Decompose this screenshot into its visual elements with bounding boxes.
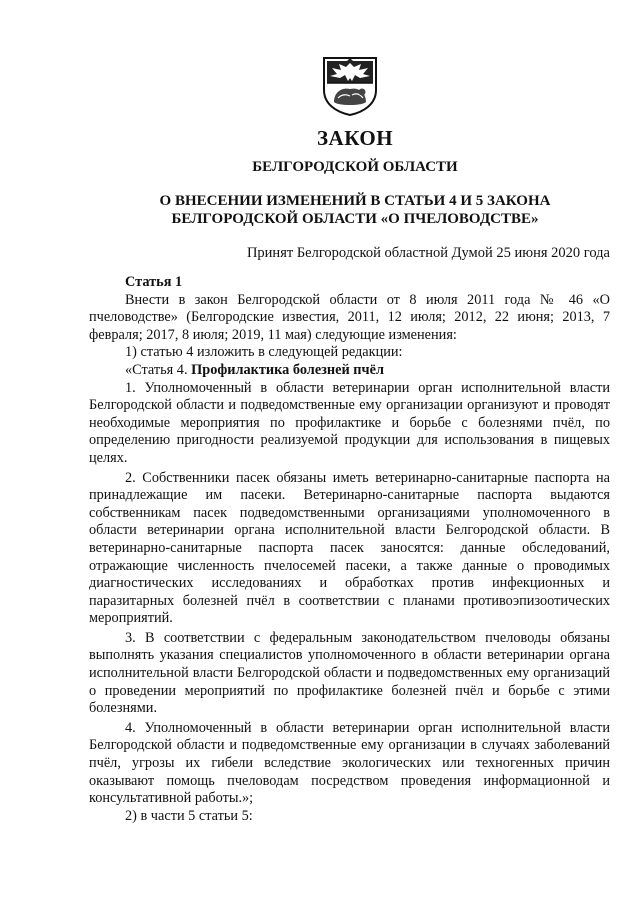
- document-type-title: ЗАКОН: [316, 126, 394, 150]
- intro-paragraph: Внести в закон Белгородской области от 8 июля 2011 года № 46 «О пчеловодстве» (Белгородские известия, 2011, 12 июля; 2012, 22 июня; 2013, 7 февраля; 2017, 8 июля; 2019, 11 мая) следующие изменения:: [89, 291, 610, 343]
- article-1-heading: Статья 1: [125, 274, 183, 290]
- document-body: [89, 274, 610, 825]
- adoption-note: Принят Белгородской областной Думой 25 июня 2020 года: [246, 245, 610, 261]
- item-2: 2) в части 5 статьи 5:: [125, 807, 253, 824]
- law-subject-line-2: БЕЛГОРОДСКОЙ ОБЛАСТИ «О ПЧЕЛОВОДСТВЕ»: [171, 211, 539, 227]
- item-1: 1) статью 4 изложить в следующей редакции:: [125, 344, 403, 361]
- law-subject-line-1: О ВНЕСЕНИИ ИЗМЕНЕНИЙ В СТАТЬИ 4 И 5 ЗАКОНА: [159, 193, 551, 209]
- article-4-title: Профилактика болезней пчёл: [191, 361, 384, 378]
- coat-of-arms-icon: [322, 56, 378, 116]
- paragraph-4: 4. Уполномоченный в области ветеринарии орган исполнительной власти Белгородской области и подведомственные ему организации в случаях заболеваний пчёл, угрозы их гибели вследствие экологических или техногенных причин оказывают помощь пчеловодам посредством проведения информационной и консультативной работы.»;: [89, 719, 610, 807]
- region-title: БЕЛГОРОДСКОЙ ОБЛАСТИ: [252, 159, 458, 175]
- article-4-heading: [89, 362, 610, 380]
- paragraph-3: 3. В соответствии с федеральным законодательством пчеловоды обязаны выполнять указания специалистов уполномоченного в области ветеринарии органа исполнительной власти Белгородской области и подведомственных ему организаций о проведении мероприятий по профилактике болезней пчёл и борьбе с этими болезнями.: [89, 629, 610, 717]
- paragraph-1: 1. Уполномоченный в области ветеринарии орган исполнительной власти Белгородской области и подведомственные ему организации организуют и проводят необходимые мероприятия по профилактике и борьбе с болезнями пчёл, по определению пригодности реализуемой продукции для использования в пищевых целях.: [89, 379, 610, 466]
- paragraph-2: 2. Собственники пасек обязаны иметь ветеринарно-санитарные паспорта на принадлежащие им пасеки. Ветеринарно-санитарные паспорта выдаются собственникам пасек подведомственными организациями уполномоченного в области ветеринарии органа исполнительной власти Белгородской области. В ветеринарно-санитарные паспорта пасек заносятся: данные обследований, отражающие численность пчелосемей пасеки, а также данные о проводимых диагностических исследованиях и обработках против инфекционных и паразитарных болезней пчёл в соответствии с планами противоэпизоотических мероприятий.: [89, 469, 610, 627]
- law-subject-title: [0, 192, 640, 228]
- article-4-prefix: «Статья 4.: [125, 361, 188, 378]
